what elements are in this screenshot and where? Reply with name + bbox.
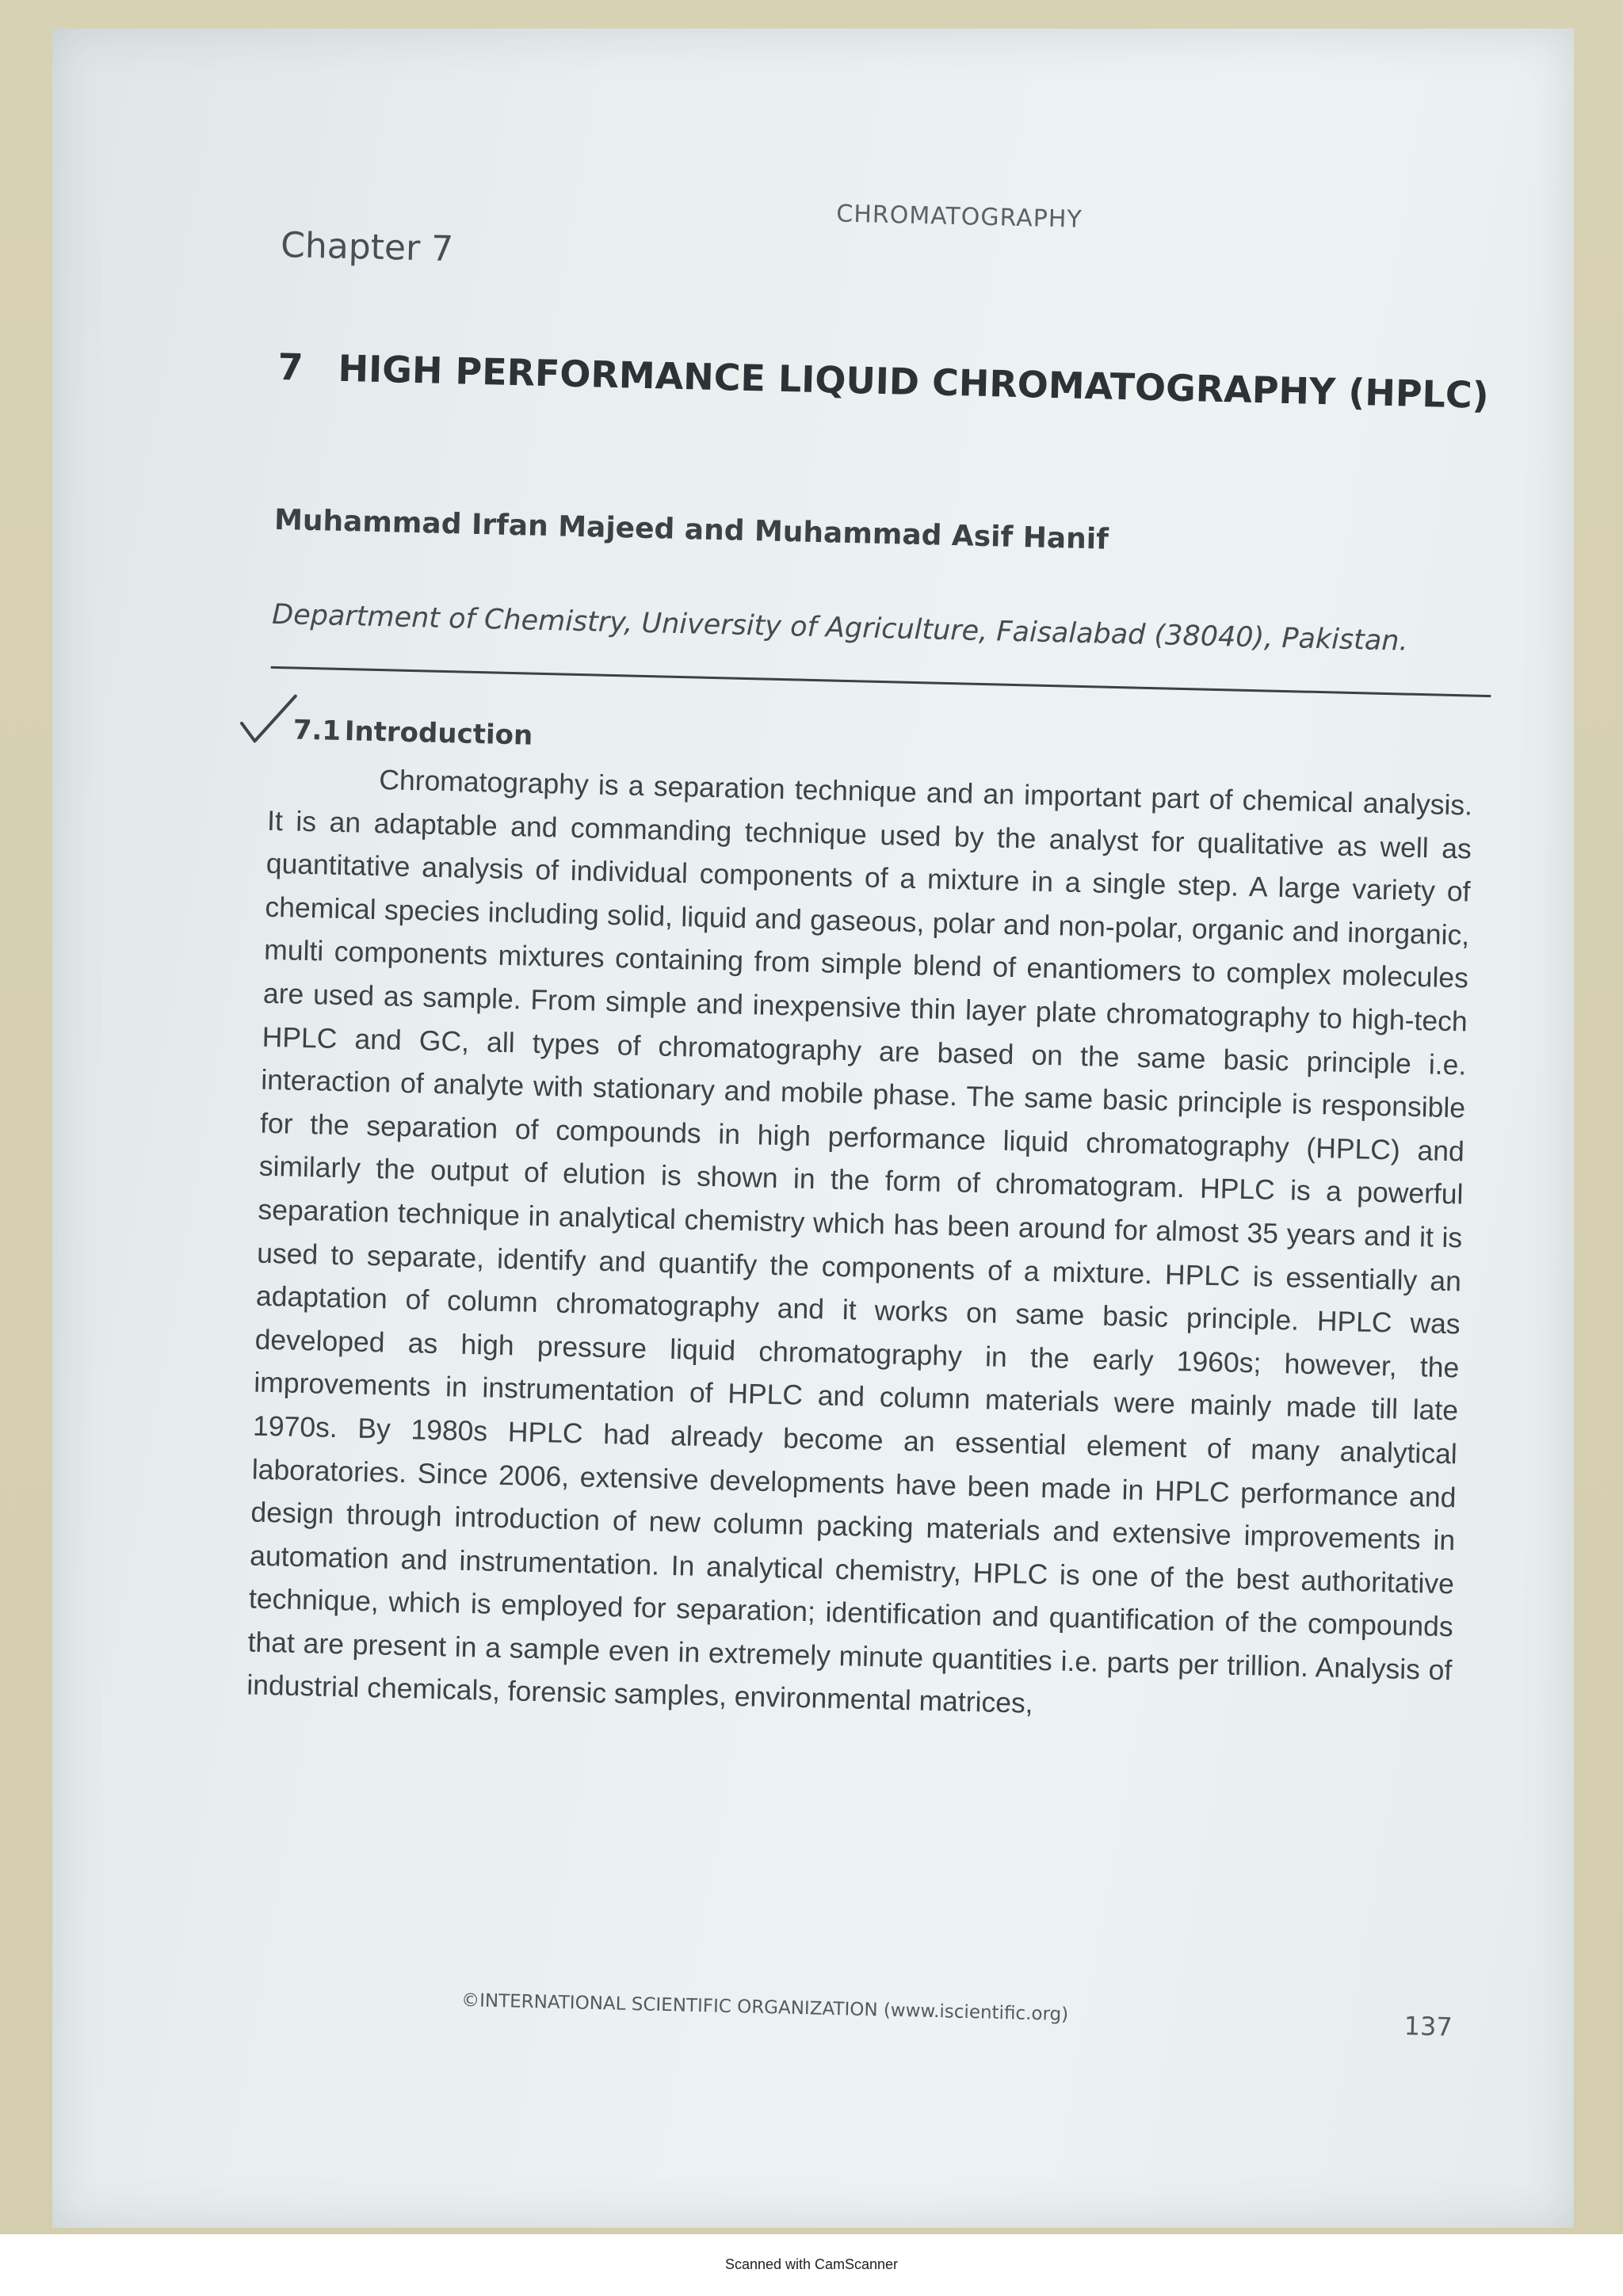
page-content [246,187,1574,2042]
section-body: Chromatography is a separation technique and an important part of chemical analysis. It is an adaptable and commanding technique used by the analyst for qualitative as well as quantitative analysis of individual components of a mixture in a single step. A large variety of chemical species including solid, liquid and gaseous, polar and non-polar, organic and inorganic, multi components mixtures containing from simple blend of enantiomers to complex molecules are used as sample. From simple and inexpensive thin layer plate chromatography to high-tech HPLC and GC, all types of chromatography are based on the same basic principle i.e. interaction of analyte with stationary and mobile phase. The same basic principle is responsible for the separation of compounds in high performance liquid chromatography (HPLC) and similarly the output of elution is shown in the form of chromatogram. HPLC is a powerful separation technique in analytical chemistry which has been around for almost 35 years and it is used to separate, identify and quantify the components of a mixture. HPLC is essentially an adaptation of column chromatography and it works on same basic principle. HPLC was developed as high pressure liquid chromatography in the early 1960s; however, the improvements in instrumentation of HPLC and column materials were mainly made till late 1970s. By 1980s HPLC had already become an essential element of many analytical laboratories. Since 2006, extensive developments have been made in HPLC performance and design through introduction of new column packing materials and extensive improvements in automation and instrumentation. In analytical chemistry, HPLC is one of the best authoritative technique, which is employed for separation; identification and quantification of the compounds that are present in a sample even in extremely minute quantities i.e. parts per trillion. Analysis of industrial chemicals, forensic samples, environmental matrices, [246,764,1473,1720]
header-rule [271,666,1491,697]
scanner-watermark: Scanned with CamScanner [724,2256,899,2272]
chapter-title-number: 7 [277,345,304,389]
section-number: 7.1 [292,714,342,747]
book-page [52,29,1574,2228]
page-number: 137 [1403,2011,1453,2042]
affiliation: Department of Chemistry, University of Agriculture, Faisalabad (38040), Pakistan. [271,598,1409,658]
section-title: Introduction [344,715,533,752]
footer-copyright: ©INTERNATIONAL SCIENTIFIC ORGANIZATION (www.iscientific.org) [460,1989,1069,2026]
chapter-label: Chapter 7 [280,224,454,270]
running-head: CHROMATOGRAPHY [835,200,1083,234]
chapter-title [277,345,1489,417]
authors: Muhammad Irfan Majeed and Muhammad Asif Hanif [273,503,1109,556]
chapter-title-text: HIGH PERFORMANCE LIQUID CHROMATOGRAPHY (HPLC) [338,346,1490,417]
